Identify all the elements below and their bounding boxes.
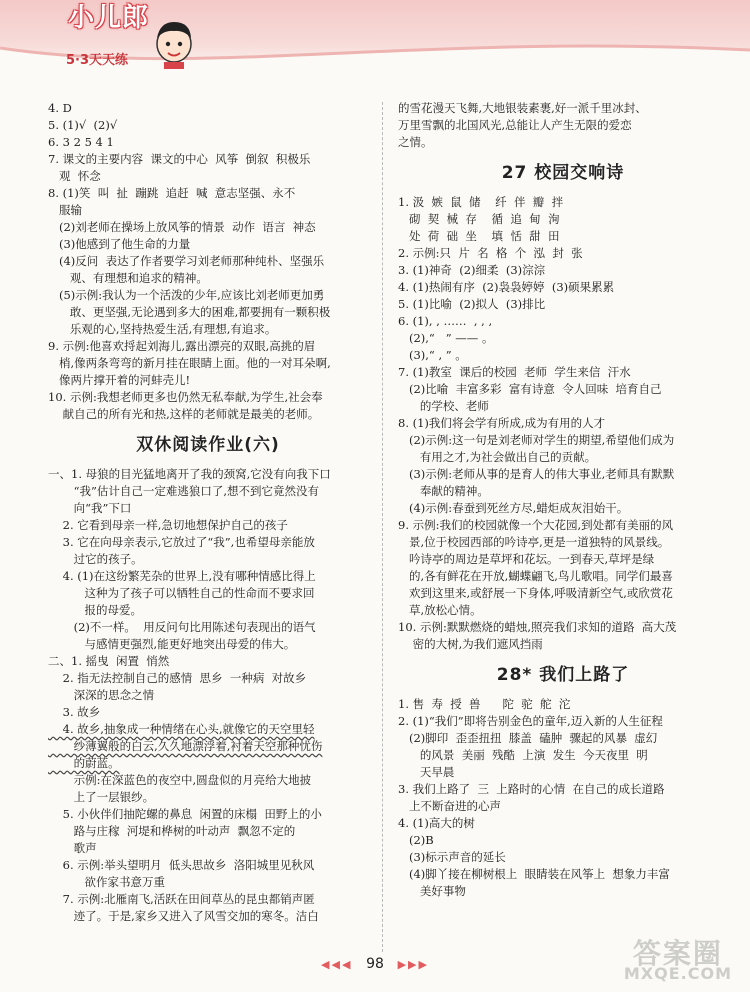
answer-line: 8. (1)笑 叫 扯 蹦跳 追赶 喊 意志坚强、永不 — [48, 186, 296, 200]
answer-line: 3. 我们上路了 三 上路时的心情 在自己的成长道路 — [398, 782, 665, 796]
answer-line: 的学校、老师 — [398, 399, 489, 413]
answer-line: 梢,像两条弯弯的新月挂在眼睛上面。他的一对耳朵啊, — [48, 356, 331, 370]
answer-line: 4. (1)热闹有序 (2)袅袅婷婷 (3)硕果累累 — [398, 280, 615, 294]
answer-line: 6. 3 2 5 4 1 — [48, 135, 114, 149]
answer-line: 的雪花漫天飞舞,大地银装素裹,好一派千里冰封、 — [398, 101, 647, 115]
answer-line: 密的大树,为我们遮风挡雨 — [398, 637, 543, 651]
answer-line: 2. 示例:只 片 名 格 个 泓 封 张 — [398, 246, 583, 260]
answer-line: 5. 小伙伴们抽陀螺的鼻息 闲置的床榻 田野上的小 — [48, 807, 322, 821]
answer-line: 景,位于校园西部的吟诗亭,更是一道独特的风景线。 — [398, 535, 670, 549]
answer-line: 奉献的精神。 — [398, 484, 489, 498]
answer-line: 的蔚蓝。 — [48, 756, 120, 770]
section-title-weekend-homework: 双休阅读作业(六) — [136, 435, 280, 455]
answer-line: 上不断奋进的心声 — [398, 799, 501, 813]
answer-line: 草,放松心情。 — [398, 603, 482, 617]
answer-line: (2),“ ” —— 。 — [398, 331, 494, 345]
answer-line: 过它的孩子。 — [48, 552, 143, 566]
answer-line: 纱薄翼般的白云,久久地漂浮着,衬着天空那种忧伤 — [48, 739, 323, 753]
answer-line: 5. (1)比喻 (2)拟人 (3)排比 — [398, 297, 546, 311]
answer-line: 歌声 — [48, 841, 97, 855]
answer-line: 3. 它在向母亲表示,它放过了“我”,也希望母亲能放 — [48, 535, 315, 549]
answer-line: (4)反问 表达了作者要学习刘老师那种纯朴、坚强乐 — [48, 254, 325, 268]
answer-line: 观 怀念 — [48, 169, 101, 183]
answer-line: 10. 示例:默默燃烧的蜡烛,照亮我们求知的道路 高大茂 — [398, 620, 677, 634]
brand-subtitle: 5·3天天练 — [66, 53, 129, 68]
column-divider — [382, 102, 383, 952]
watermark-logo — [623, 937, 732, 984]
left-answers-top — [48, 100, 368, 423]
watermark-line1: 答案圈 — [632, 937, 723, 970]
answer-line: 8. (1)我们将会学有所成,成为有用的人才 — [398, 416, 606, 430]
answer-line: 二、1. 摇曳 闲置 悄然 — [48, 654, 170, 668]
answer-line: 4. 故乡,抽象成一种情绪在心头,就像它的天空里轻 — [48, 722, 315, 736]
answer-line: 4. (1)高大的树 — [398, 816, 475, 830]
answer-line: 5. (1)√ (2)√ — [48, 118, 118, 132]
weekend-part3 — [48, 772, 368, 925]
answer-line: 路与庄稼 河堤和桦树的叶动声 飘忽不定的 — [48, 824, 296, 838]
answer-line: “我”估计自己一定难逃狼口了,想不到它竟然没有 — [48, 484, 319, 498]
brand-logo — [58, 3, 208, 78]
lesson-27-answers — [398, 194, 728, 653]
answer-line: 6. (1), , …… , , , — [398, 314, 493, 328]
answer-line: 之情。 — [398, 135, 433, 149]
answer-line: 与感情更强烈,能更好地突出母爱的伟大。 — [48, 637, 296, 651]
lesson-28-answers — [398, 696, 728, 900]
answer-line: 7. 示例:北雁南飞,活跃在田间草丛的昆虫都销声匿 — [48, 892, 315, 906]
answer-line: (2)脚印 歪歪扭扭 膝盖 磕肿 骤起的风暴 虚幻 — [398, 731, 658, 745]
left-column — [48, 100, 368, 925]
brand-title: 小儿郎 — [68, 3, 150, 33]
answer-line: 万里雪飘的北国风光,总能让人产生无限的爱恋 — [398, 118, 632, 132]
prev-arrows-icon: ◀◀◀ — [321, 958, 353, 971]
answer-line: 欢到这里来,或舒展一下身体,呼吸清新空气,或欣赏花 — [398, 586, 673, 600]
answer-line: 处 荷 础 坐 填 恬 甜 田 — [398, 229, 560, 243]
answer-line: 4. D — [48, 101, 72, 115]
weekend-part2 — [48, 653, 368, 721]
answer-line: 3. (1)神奇 (2)细柔 (3)淙淙 — [398, 263, 546, 277]
answer-line: 观、有理想和追求的精神。 — [48, 271, 208, 285]
answer-line: (2)刘老师在操场上放风筝的情景 动作 语言 神态 — [48, 220, 316, 234]
answer-line: 9. 示例:他喜欢捋起刘海儿,露出漂亮的双眼,高挑的眉 — [48, 339, 316, 353]
right-column — [398, 100, 728, 900]
answer-line: (4)示例:春蚕到死丝方尽,蜡炬成灰泪始干。 — [398, 501, 629, 515]
page-header — [0, 0, 750, 75]
answer-line: (2)比喻 丰富多彩 富有诗意 令人回味 培育自己 — [398, 382, 662, 396]
weekend-part1 — [48, 466, 368, 653]
answer-line: 2. 它看到母亲一样,急切地想保护自己的孩子 — [48, 518, 288, 532]
watermark-line2: MXQE.COM — [623, 964, 732, 983]
answer-line: (3),“ , ” 。 — [398, 348, 467, 362]
right-answers-top — [398, 100, 728, 151]
answer-line: 深深的思念之情 — [48, 688, 155, 702]
answer-line: 乐观的心,坚持热爱生活,有理想,有追求。 — [48, 322, 277, 336]
answer-line: 1. 汲 嫉 鼠 储 纤 伴 瓣 拌 — [398, 195, 564, 209]
answer-line: 2. 指无法控制自己的感情 思乡 一种病 对故乡 — [48, 671, 307, 685]
answer-line: 这种为了孩子可以牺牲自己的性命而不要求回 — [48, 586, 315, 600]
answer-line: 欲作家书意万重 — [48, 875, 166, 889]
answer-line: (2)不一样。 用反问句比用陈述句表现出的语气 — [48, 620, 316, 634]
answer-line: (3)标示声音的延长 — [398, 850, 506, 864]
answer-line: 7. (1)教室 课后的校园 老师 学生来信 汗水 — [398, 365, 631, 379]
answer-line: 上了一层银纱。 — [48, 790, 155, 804]
answer-line: 9. 示例:我们的校园就像一个大花园,到处都有美丽的风 — [398, 518, 674, 532]
answer-line: 报的母爱。 — [48, 603, 143, 617]
answer-line: (2)B — [398, 833, 434, 847]
weekend-wavy-underlined-answer — [48, 721, 368, 772]
next-arrows-icon: ▶▶▶ — [397, 958, 429, 971]
answer-line: 服输 — [48, 203, 82, 217]
answer-line: 6. 示例:举头望明月 低头思故乡 洛阳城里见秋风 — [48, 858, 315, 872]
answer-line: 像两片撑开着的河蚌壳儿! — [48, 373, 191, 387]
answer-line: 有用之才,为社会做出自己的贡献。 — [398, 450, 597, 464]
answer-line: 敢、更坚强,无论遇到多大的困难,都要拥有一颗积极 — [48, 305, 331, 319]
mascot-boy-icon — [150, 16, 198, 70]
answer-line: 7. 课文的主要内容 课文的中心 风筝 倒叙 积极乐 — [48, 152, 311, 166]
answer-line: 献自己的所有光和热,这样的老师就是最美的老师。 — [48, 407, 320, 421]
lesson-28-title: 28* 我们上路了 — [496, 665, 630, 685]
answer-line: 吟诗亭的周边是草坪和花坛。一到春天,草坪是绿 — [398, 552, 655, 566]
answer-line: (4)脚丫接在柳树根上 眼睛装在风筝上 想象力丰富 — [398, 867, 670, 881]
answer-line: (2)示例:这一句是刘老师对学生的期望,希望他们成为 — [398, 433, 675, 447]
answer-line: 的,各有鲜花在开放,蝴蝶翩飞,鸟儿歌唱。同学们最喜 — [398, 569, 673, 583]
page-number: 98 — [366, 956, 384, 972]
answer-line: 2. (1)“我们”即将告别金色的童年,迈入新的人生征程 — [398, 714, 663, 728]
answer-line: (3)他感到了他生命的力量 — [48, 237, 191, 251]
answer-line: 10. 示例:我想老师更多也仍然无私奉献,为学生,社会奉 — [48, 390, 323, 404]
answer-line: 4. (1)在这纷繁芜杂的世界上,没有哪种情感比得上 — [48, 569, 316, 583]
answer-line: 向“我”下口 — [48, 501, 132, 515]
answer-line: 1. 售 寿 授 兽 陀 驼 舵 沱 — [398, 697, 571, 711]
answer-line: 迹了。于是,家乡又进入了风雪交加的寒冬。洁白 — [48, 909, 319, 923]
answer-line: 天早晨 — [398, 765, 455, 779]
answer-line: 示例:在深蓝色的夜空中,圆盘似的月亮给大地披 — [48, 773, 312, 787]
answer-line: (3)示例:老师从事的是育人的伟大事业,老师具有默默 — [398, 467, 675, 481]
answer-line: (5)示例:我认为一个活泼的少年,应该比刘老师更加勇 — [48, 288, 325, 302]
answer-line: 美好事物 — [398, 884, 466, 898]
lesson-27-title: 27 校园交响诗 — [501, 163, 625, 183]
answer-line: 的风景 美丽 残酷 上演 发生 今天夜里 明 — [398, 748, 648, 762]
answer-line: 一、1. 母狼的目光猛地离开了我的颈窝,它没有向我下口 — [48, 467, 331, 481]
answer-line: 3. 故乡 — [48, 705, 101, 719]
answer-line: 砌 契 械 存 循 追 甸 洵 — [398, 212, 560, 226]
